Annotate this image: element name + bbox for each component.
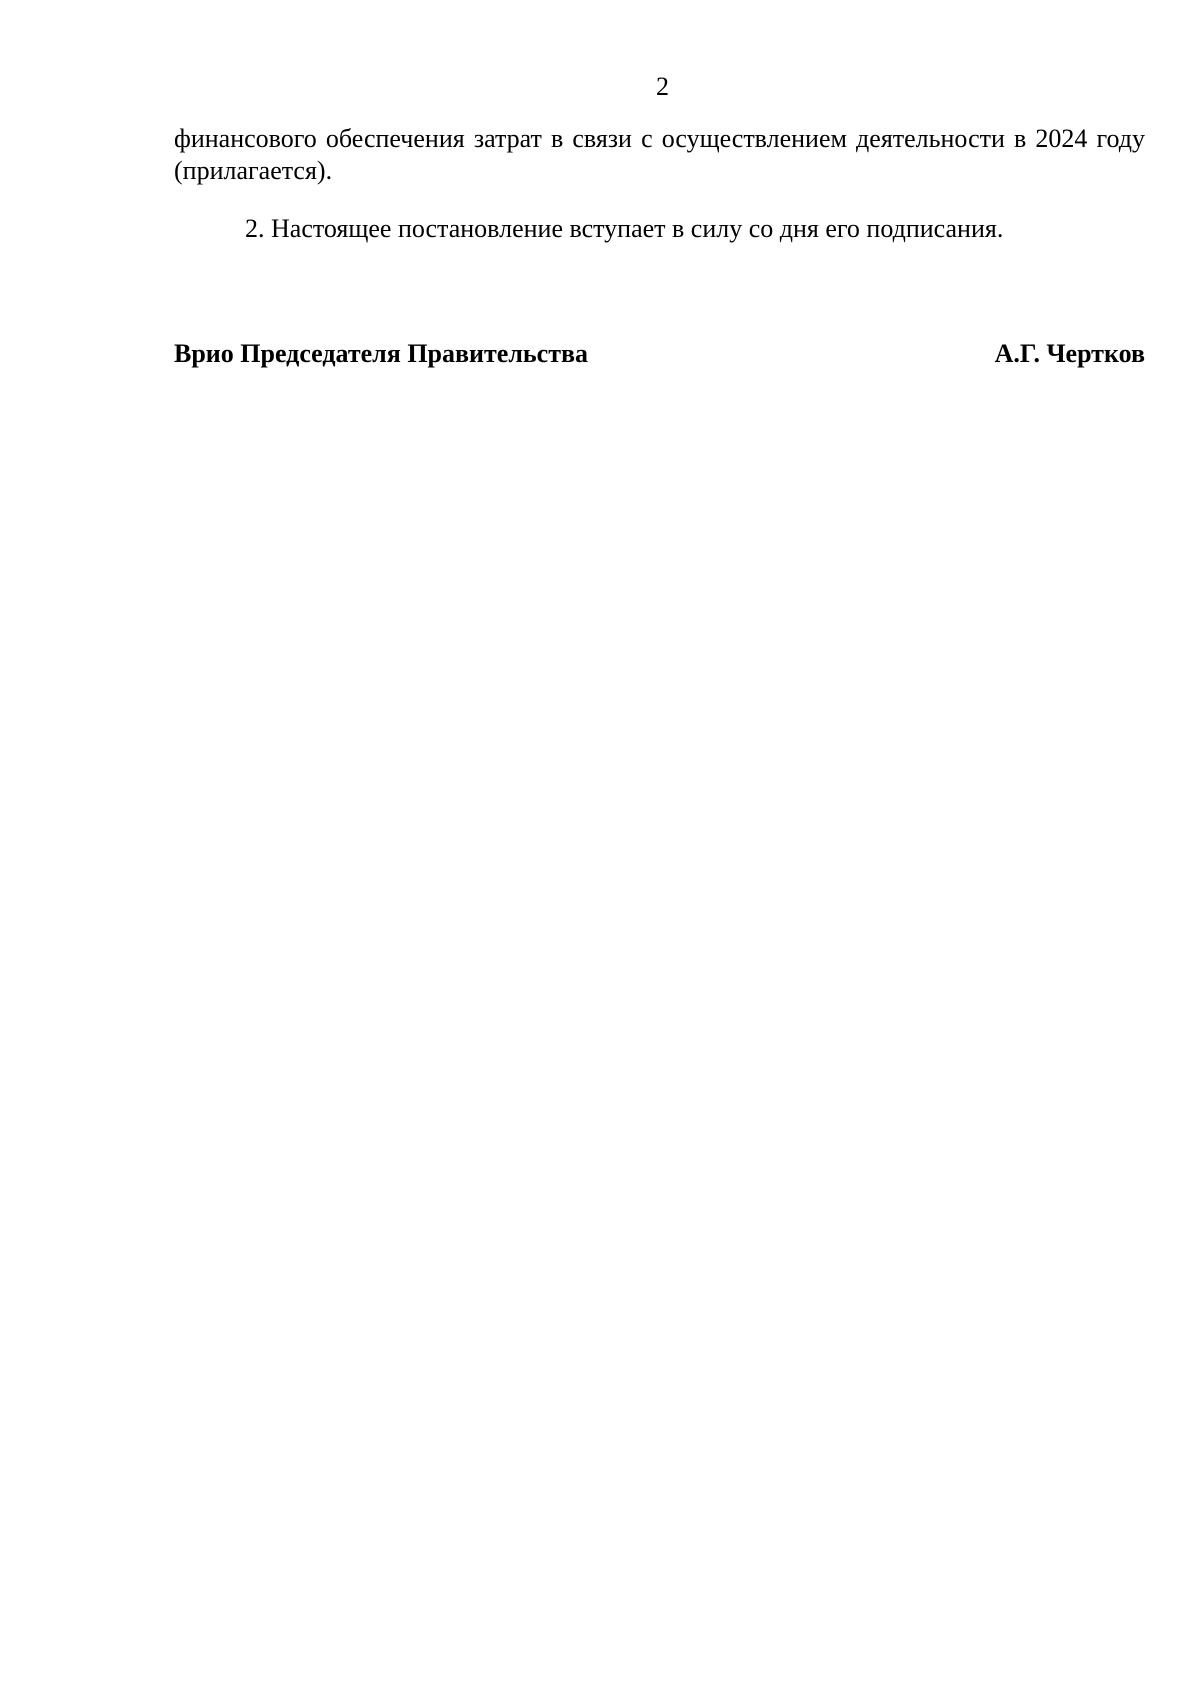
signature-block (174, 338, 1145, 370)
page-number: 2 (656, 72, 669, 101)
paragraph-2: 2. Настоящее постановление вступает в силу со дня его подписания. (245, 214, 1004, 243)
signatory-position: Врио Председателя Правительства (174, 339, 589, 368)
paragraph-continuation: финансового обеспечения затрат в связи с осуществлением деятельности в 2024 году (прилагается). (174, 124, 1145, 185)
signatory-name: А.Г. Чертков (994, 339, 1145, 368)
document-body (174, 123, 1145, 245)
